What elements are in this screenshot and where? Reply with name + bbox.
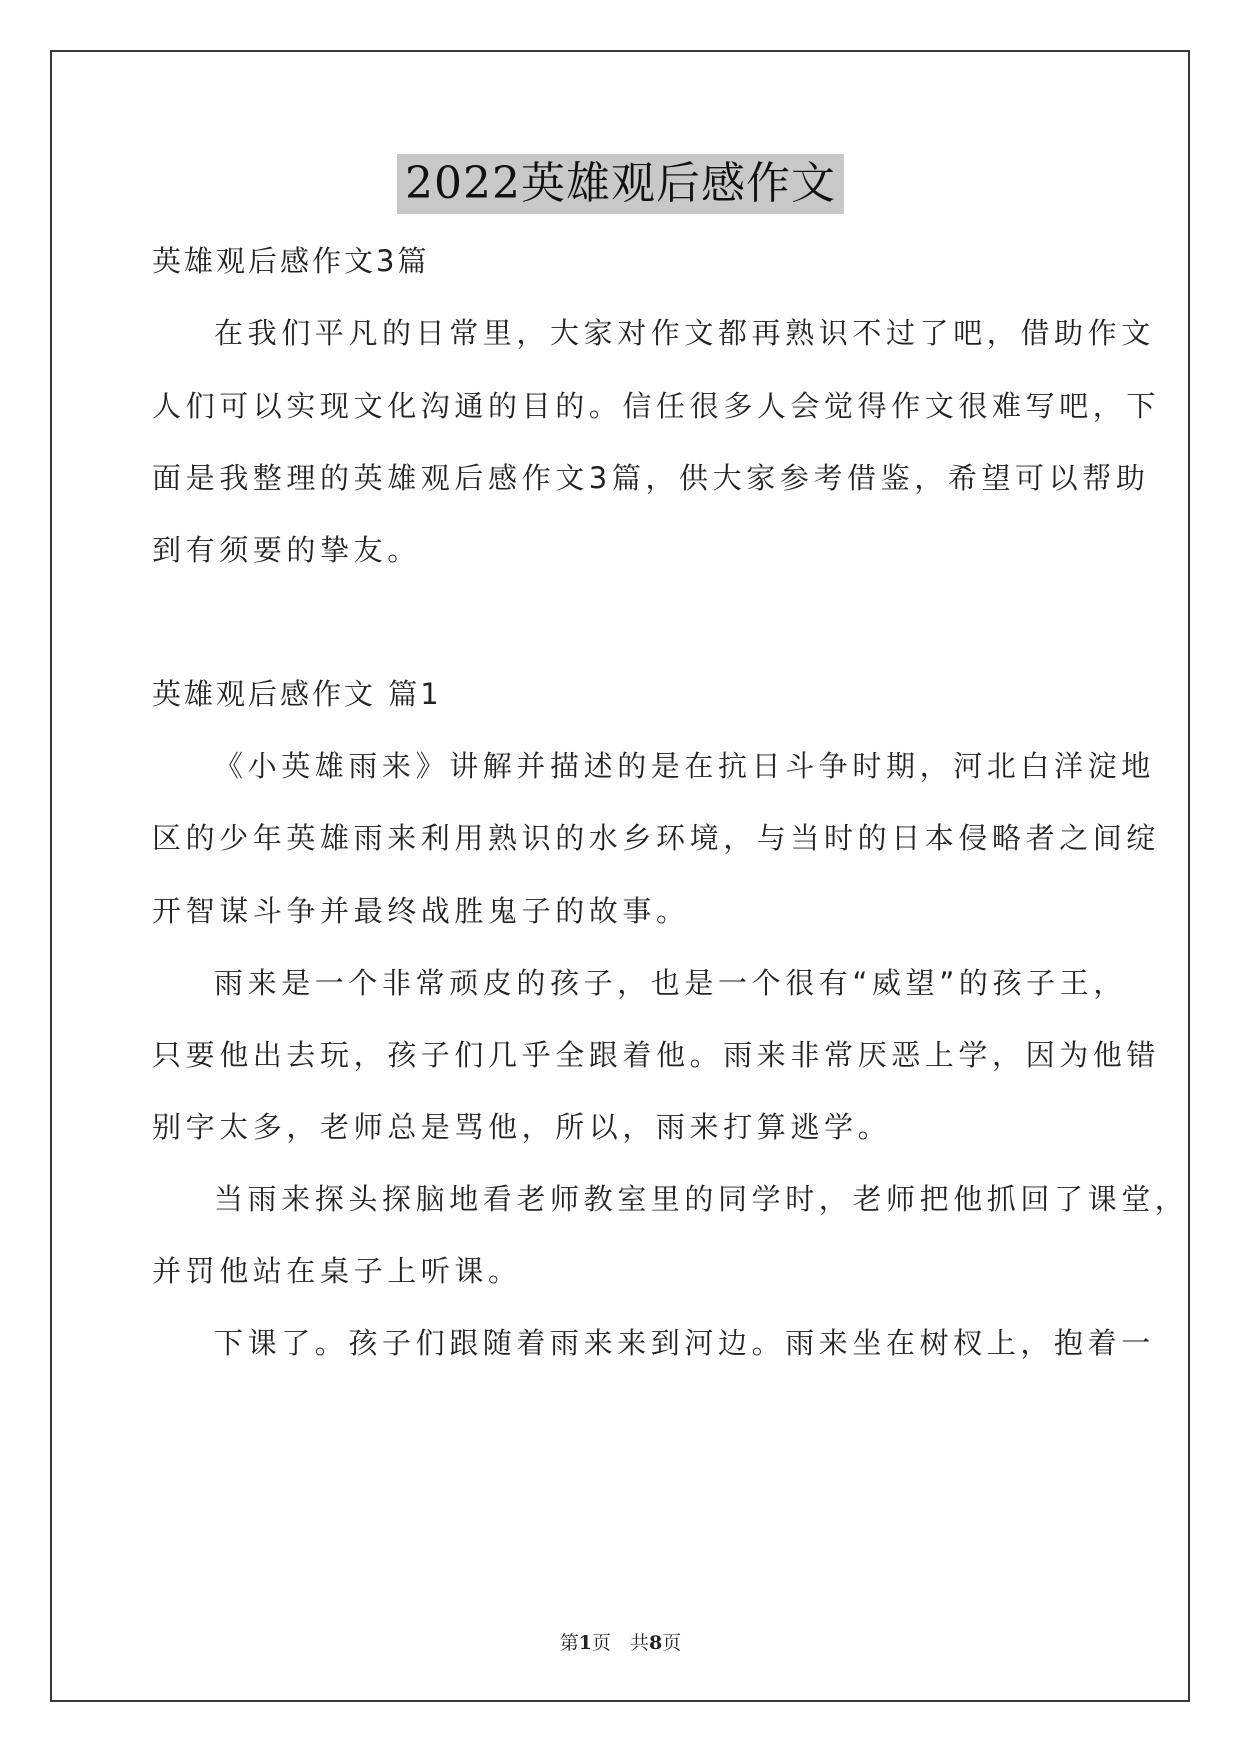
page-border xyxy=(50,50,1190,1702)
paragraph-line: 《小英雄雨来》讲解并描述的是在抗日斗争时期，河北白洋淀地 xyxy=(214,749,1155,783)
section-heading: 英雄观后感作文3篇 xyxy=(152,244,430,278)
paragraph-line: 只要他出去玩，孩子们几乎全跟着他。雨来非常厌恶上学，因为他错 xyxy=(152,1038,1161,1072)
section-heading: 英雄观后感作文 篇1 xyxy=(152,677,442,711)
total-page-number: 8 xyxy=(649,1632,663,1654)
paragraph-line: 当雨来探头探脑地看老师教室里的同学时，老师把他抓回了课堂， xyxy=(214,1182,1189,1216)
document-title: 2022英雄观后感作文 xyxy=(397,154,844,214)
paragraph-line: 到有须要的挚友。 xyxy=(152,533,421,567)
paragraph-line: 区的少年英雄雨来利用熟识的水乡环境，与当时的日本侵略者之间绽 xyxy=(152,821,1161,855)
page-footer xyxy=(0,1628,1241,1655)
paragraph-line: 下课了。孩子们跟随着雨来来到河边。雨来坐在树杈上，抱着一 xyxy=(214,1326,1155,1360)
page-number-mid: 页 共 xyxy=(591,1632,649,1654)
paragraph-line: 雨来是一个非常顽皮的孩子，也是一个很有“威望”的孩子王， xyxy=(214,966,1127,1000)
page-number-suffix: 页 xyxy=(662,1632,682,1654)
paragraph-line: 在我们平凡的日常里，大家对作文都再熟识不过了吧，借助作文 xyxy=(214,316,1155,350)
page-number-prefix: 第 xyxy=(559,1632,579,1654)
current-page-number: 1 xyxy=(578,1632,592,1654)
paragraph-line: 开智谋斗争并最终战胜鬼子的故事。 xyxy=(152,894,690,928)
paragraph-line: 并罚他站在桌子上听课。 xyxy=(152,1254,522,1288)
paragraph-line: 人们可以实现文化沟通的目的。信任很多人会觉得作文很难写吧，下 xyxy=(152,389,1161,423)
paragraph-line: 别字太多，老师总是骂他，所以，雨来打算逃学。 xyxy=(152,1110,892,1144)
title-container xyxy=(0,154,1241,214)
paragraph-line: 面是我整理的英雄观后感作文3篇，供大家参考借鉴，希望可以帮助 xyxy=(152,461,1150,495)
